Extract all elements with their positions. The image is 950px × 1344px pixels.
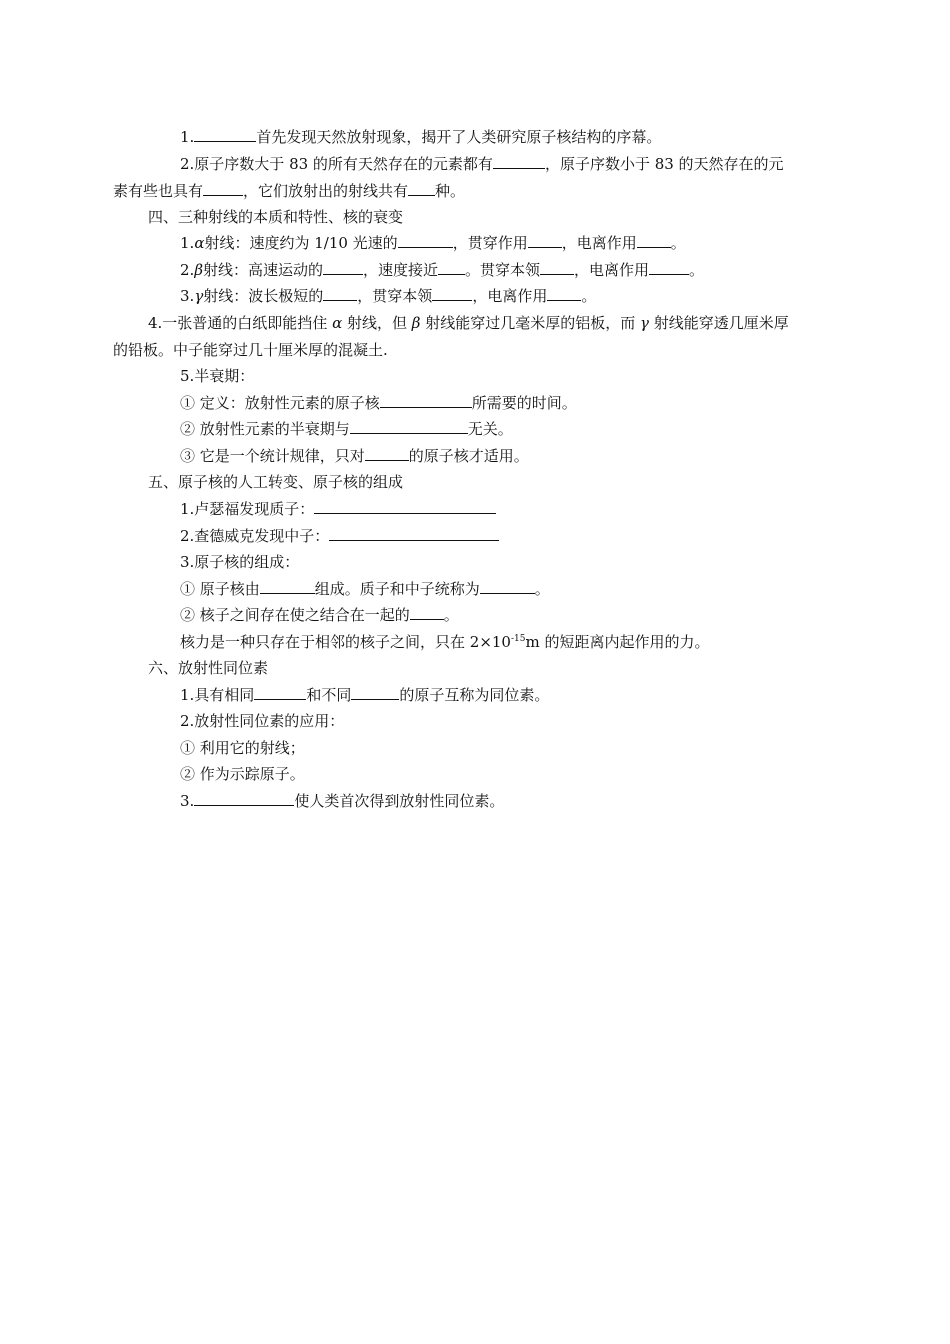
line-penetration-cont: 的铅板。中子能穿过几十厘米厚的混凝土. [113,341,388,359]
blank-18[interactable] [314,500,496,514]
blank-19[interactable] [329,527,499,541]
gamma-symbol: γ [640,314,649,332]
line-isotope-application: 2.放射性同位素的应用： [180,712,345,730]
line-half-life: 5.半衰期： [180,367,255,385]
line-atomic-number: 2.原子序数大于 83 的所有天然存在的元素都有 ，原子序数小于 83 的天然存在的元 [180,155,784,173]
blank-1[interactable] [194,128,256,142]
section-heading-5: 五、原子核的人工转变、原子核的组成 [148,473,404,491]
beta-symbol: β [411,314,421,332]
line-atomic-number-cont: 素有些也具有 ，它们放射出的射线共有 种。 [113,182,466,200]
line-discovery: 1. 首先发现天然放射现象，揭开了人类研究原子核结构的序幕。 [180,128,662,146]
blank-4[interactable] [408,182,435,196]
blank-14[interactable] [547,287,581,301]
beta-symbol: β [194,261,203,279]
blank-24[interactable] [351,686,399,700]
line-alpha-ray: 1.α射线：速度约为 1/10 光速的 ，贯穿作用 ，电离作用 。 [180,234,686,252]
alpha-symbol: α [194,234,205,252]
line-gamma-ray: 3.γ射线：波长极短的 ，贯穿本领 ，电离作用 。 [180,287,597,305]
blank-7[interactable] [637,234,671,248]
blank-25[interactable] [194,792,294,806]
line-tracer-atom: ② 作为示踪原子。 [180,765,305,783]
blank-5[interactable] [398,234,453,248]
blank-22[interactable] [410,606,444,620]
blank-21[interactable] [480,580,535,594]
blank-11[interactable] [649,261,689,275]
line-nucleus-composition: 3.原子核的组成： [180,553,300,571]
blank-8[interactable] [323,261,363,275]
line-nucleus-made-of: ① 原子核由 组成。质子和中子统称为 。 [180,580,550,598]
line-half-life-definition: ① 定义：放射性元素的原子核 所需要的时间。 [180,394,577,412]
line-first-isotope: 3. 使人类首次得到放射性同位素。 [180,792,505,810]
line-use-rays: ① 利用它的射线； [180,739,305,757]
line-statistical-law: ③ 它是一个统计规律，只对 的原子核才适用。 [180,447,529,465]
line-half-life-independence: ② 放射性元素的半衰期与 无关。 [180,420,513,438]
line-proton-discovery: 1.卢瑟福发现质子： [180,499,496,519]
blank-2[interactable] [493,155,545,169]
section-heading-6: 六、放射性同位素 [148,659,269,677]
blank-17[interactable] [365,447,409,461]
blank-20[interactable] [260,580,315,594]
line-neutron-discovery: 2.查德威克发现中子： [180,526,499,546]
line-isotope-definition: 1.具有相同 和不同 的原子互称为同位素。 [180,686,550,704]
gamma-symbol: γ [194,287,204,305]
blank-3[interactable] [203,182,243,196]
blank-6[interactable] [528,234,562,248]
line-penetration: 4.一张普通的白纸即能挡住 α 射线，但 β 射线能穿过几毫米厚的铝板，而 γ 射线能穿透几厘米厚 [148,314,789,332]
blank-13[interactable] [432,287,472,301]
blank-10[interactable] [540,261,574,275]
blank-23[interactable] [254,686,306,700]
alpha-symbol: α [332,314,343,332]
blank-16[interactable] [350,420,468,434]
blank-12[interactable] [323,287,357,301]
section-heading-4: 四、三种射线的本质和特性、核的衰变 [148,208,404,226]
blank-9[interactable] [438,261,465,275]
line-beta-ray: 2.β射线：高速运动的 ，速度接近 。贯穿本领 ，电离作用 。 [180,261,705,279]
line-nuclear-force: ② 核子之间存在使之结合在一起的 。 [180,606,459,624]
blank-15[interactable] [380,394,472,408]
line-nuclear-force-range: 核力是一种只存在于相邻的核子之间，只在 $2\times 10^{-15}m$ 的短距离内起作用的力。 [180,633,710,651]
